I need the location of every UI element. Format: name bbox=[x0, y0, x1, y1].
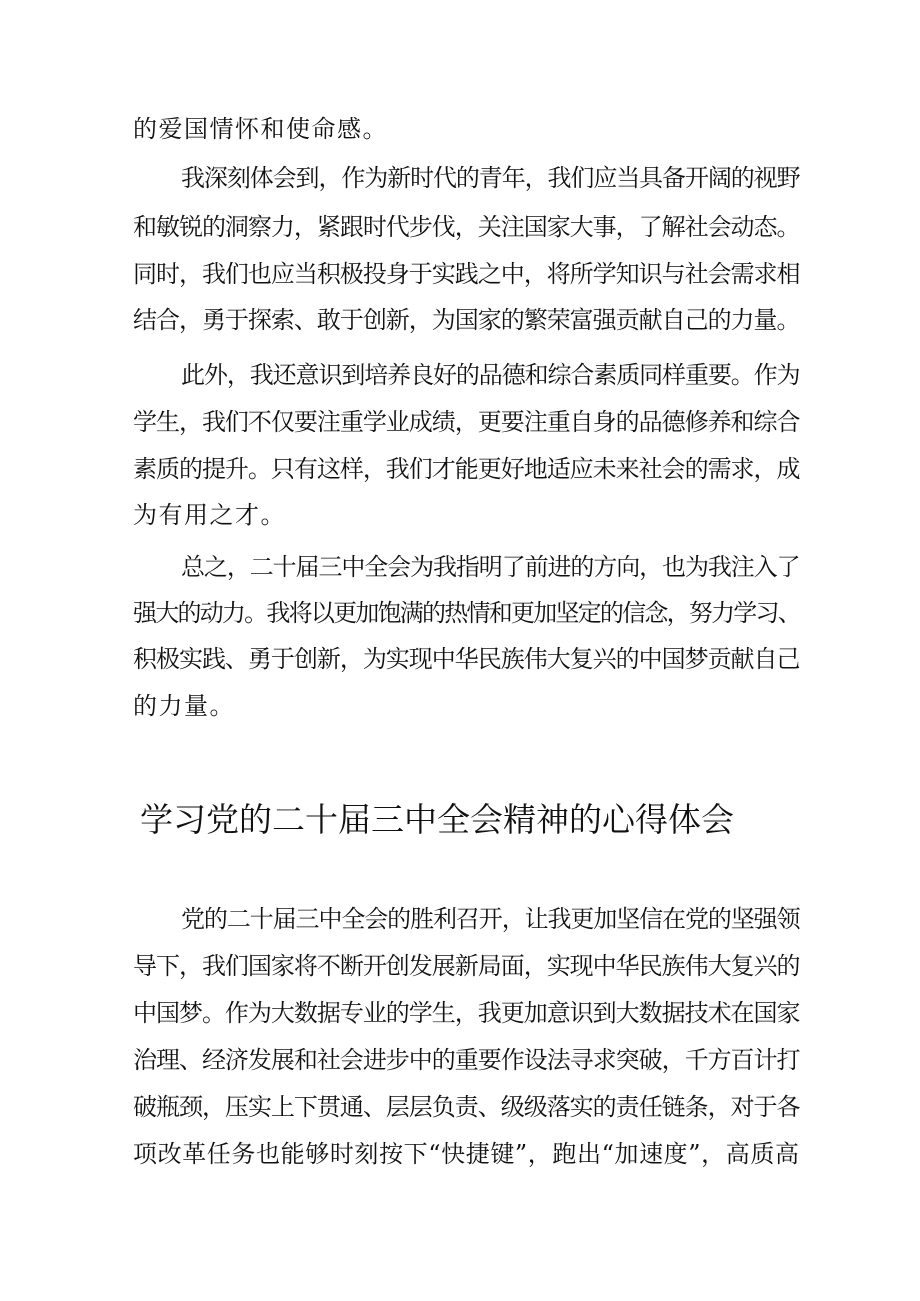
paragraph-line: 导下，我们国家将不断开创发展新局面，实现中华民族伟大复兴的 bbox=[133, 952, 800, 980]
paragraph-line: 中国梦。作为大数据专业的学生，我更加意识到大数据技术在国家 bbox=[133, 999, 800, 1027]
paragraph-line: 的爱国情怀和使命感。 bbox=[133, 115, 388, 143]
paragraph-line: 项改革任务也能够时刻按下“快捷键”，跑出“加速度”，高质高 bbox=[133, 1140, 800, 1168]
paragraph-line: 为有用之才。 bbox=[133, 501, 286, 529]
paragraph-line: 和敏锐的洞察力，紧跟时代步伐，关注国家大事，了解社会动态。 bbox=[133, 213, 800, 241]
paragraph-line: 素质的提升。只有这样，我们才能更好地适应未来社会的需求，成 bbox=[133, 455, 800, 483]
paragraph-line: 党的二十届三中全会的胜利召开，让我更加坚信在党的坚强领 bbox=[181, 905, 800, 933]
paragraph-line: 我深刻体会到，作为新时代的青年，我们应当具备开阔的视野 bbox=[181, 164, 800, 192]
section-title: 学习党的二十届三中全会精神的心得体会 bbox=[140, 800, 734, 839]
paragraph-line: 结合，勇于探索、敢于创新，为国家的繁荣富强贡献自己的力量。 bbox=[133, 306, 800, 334]
paragraph-line: 强大的动力。我将以更加饱满的热情和更加坚定的信念，努力学习、 bbox=[133, 599, 800, 627]
paragraph-line: 治理、经济发展和社会进步中的重要作设法寻求突破，千方百计打 bbox=[133, 1046, 800, 1074]
paragraph-line: 的力量。 bbox=[133, 692, 235, 720]
paragraph-line: 此外，我还意识到培养良好的品德和综合素质同样重要。作为 bbox=[181, 361, 800, 389]
paragraph-line: 同时，我们也应当积极投身于实践之中，将所学知识与社会需求相 bbox=[133, 260, 800, 288]
paragraph-line: 破瓶颈，压实上下贯通、层层负责、级级落实的责任链条，对于各 bbox=[133, 1093, 800, 1121]
paragraph-line: 积极实践、勇于创新，为实现中华民族伟大复兴的中国梦贡献自己 bbox=[133, 645, 800, 673]
paragraph-line: 学生，我们不仅要注重学业成绩，更要注重自身的品德修养和综合 bbox=[133, 408, 800, 436]
paragraph-line: 总之，二十届三中全会为我指明了前进的方向，也为我注入了 bbox=[181, 553, 800, 581]
